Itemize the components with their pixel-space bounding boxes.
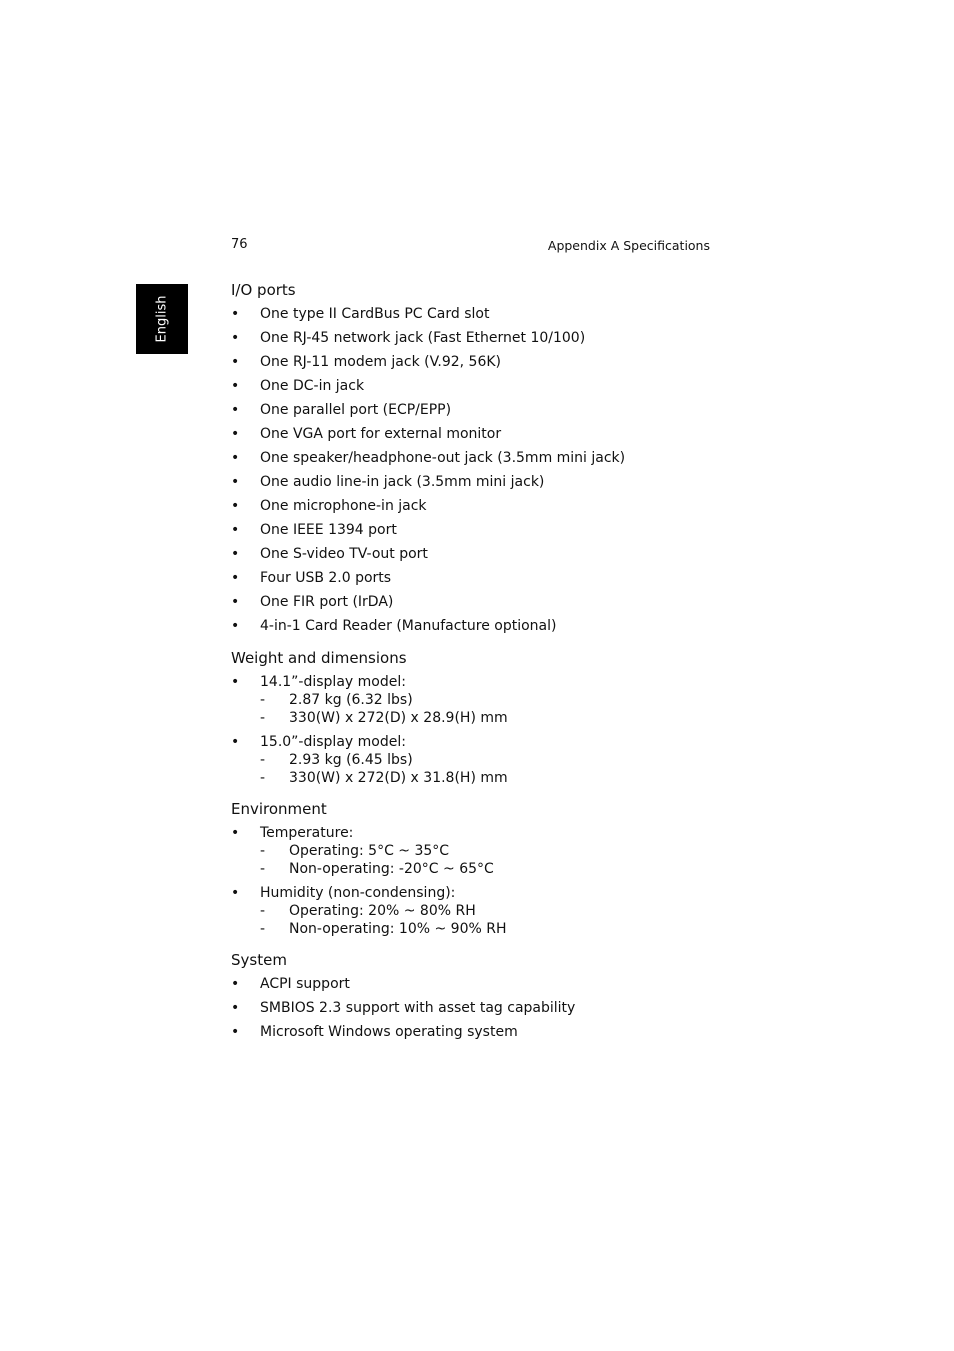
list-item bbox=[231, 999, 751, 1017]
section-title: System bbox=[231, 951, 287, 969]
item-text: One DC-in jack bbox=[260, 378, 365, 394]
list-item bbox=[231, 305, 751, 323]
bullet-icon: • bbox=[231, 885, 240, 901]
sub-list bbox=[260, 691, 751, 727]
section-weight-dimensions bbox=[231, 649, 751, 787]
bullet-list bbox=[231, 975, 751, 1041]
item-text: ACPI support bbox=[260, 976, 350, 992]
section-title: I/O ports bbox=[231, 281, 296, 299]
list-item bbox=[231, 824, 751, 878]
bullet-icon: • bbox=[231, 474, 240, 490]
bullet-icon: • bbox=[231, 450, 240, 466]
item-text: Humidity (non-condensing): bbox=[260, 885, 456, 901]
list-item bbox=[231, 1023, 751, 1041]
dash-icon: - bbox=[260, 770, 266, 786]
item-text: 4-in-1 Card Reader (Manufacture optional) bbox=[260, 618, 557, 634]
section-io-ports bbox=[231, 281, 751, 635]
sub-list bbox=[260, 902, 751, 938]
item-text: One VGA port for external monitor bbox=[260, 426, 502, 442]
item-text: One parallel port (ECP/EPP) bbox=[260, 402, 452, 418]
bullet-icon: • bbox=[231, 498, 240, 514]
sub-list-item bbox=[260, 920, 751, 938]
item-text: One IEEE 1394 port bbox=[260, 522, 397, 538]
item-text: One speaker/headphone-out jack (3.5mm mini jack) bbox=[260, 450, 626, 466]
bullet-icon: • bbox=[231, 330, 240, 346]
list-item bbox=[231, 617, 751, 635]
bullet-icon: • bbox=[231, 522, 240, 538]
language-tab bbox=[136, 284, 188, 354]
list-item bbox=[231, 569, 751, 587]
list-item bbox=[231, 975, 751, 993]
bullet-list bbox=[231, 824, 751, 938]
item-text: Temperature: bbox=[260, 825, 354, 841]
sub-item-text: Operating: 5°C ~ 35°C bbox=[289, 843, 450, 859]
dash-icon: - bbox=[260, 752, 266, 768]
bullet-list bbox=[231, 305, 751, 635]
sub-list bbox=[260, 842, 751, 878]
bullet-icon: • bbox=[231, 426, 240, 442]
item-text: One RJ-45 network jack (Fast Ethernet 10/100) bbox=[260, 330, 586, 346]
bullet-icon: • bbox=[231, 618, 240, 634]
sub-item-text: 330(W) x 272(D) x 31.8(H) mm bbox=[289, 770, 508, 786]
sub-list bbox=[260, 751, 751, 787]
bullet-icon: • bbox=[231, 378, 240, 394]
bullet-icon: • bbox=[231, 594, 240, 610]
dash-icon: - bbox=[260, 692, 266, 708]
list-item bbox=[231, 497, 751, 515]
item-text: 15.0”-display model: bbox=[260, 734, 406, 750]
item-text: One FIR port (IrDA) bbox=[260, 594, 394, 610]
bullet-icon: • bbox=[231, 976, 240, 992]
item-text: One microphone-in jack bbox=[260, 498, 427, 514]
bullet-icon: • bbox=[231, 354, 240, 370]
list-item bbox=[231, 377, 751, 395]
running-header: Appendix A Specifications bbox=[547, 238, 710, 253]
sub-list-item bbox=[260, 691, 751, 709]
item-text: Microsoft Windows operating system bbox=[260, 1024, 518, 1040]
dash-icon: - bbox=[260, 710, 266, 726]
list-item bbox=[231, 593, 751, 611]
list-item bbox=[231, 353, 751, 371]
sub-list-item bbox=[260, 751, 751, 769]
bullet-list bbox=[231, 673, 751, 787]
list-item bbox=[231, 545, 751, 563]
sub-list-item bbox=[260, 902, 751, 920]
sub-item-text: Operating: 20% ~ 80% RH bbox=[289, 903, 476, 919]
sub-item-text: 2.93 kg (6.45 lbs) bbox=[289, 752, 413, 768]
bullet-icon: • bbox=[231, 402, 240, 418]
item-text: 14.1”-display model: bbox=[260, 674, 406, 690]
list-item bbox=[231, 329, 751, 347]
bullet-icon: • bbox=[231, 674, 240, 690]
dash-icon: - bbox=[260, 903, 266, 919]
sub-item-text: Non-operating: -20°C ~ 65°C bbox=[289, 861, 494, 877]
dash-icon: - bbox=[260, 921, 266, 937]
list-item bbox=[231, 521, 751, 539]
sub-item-text: 330(W) x 272(D) x 28.9(H) mm bbox=[289, 710, 508, 726]
list-item bbox=[231, 473, 751, 491]
item-text: One type II CardBus PC Card slot bbox=[260, 306, 490, 322]
bullet-icon: • bbox=[231, 1024, 240, 1040]
bullet-icon: • bbox=[231, 570, 240, 586]
dash-icon: - bbox=[260, 861, 266, 877]
bullet-icon: • bbox=[231, 306, 240, 322]
item-text: Four USB 2.0 ports bbox=[260, 570, 392, 586]
list-item bbox=[231, 884, 751, 938]
list-item bbox=[231, 449, 751, 467]
sub-item-text: 2.87 kg (6.32 lbs) bbox=[289, 692, 413, 708]
item-text: One audio line-in jack (3.5mm mini jack) bbox=[260, 474, 545, 490]
list-item bbox=[231, 673, 751, 727]
page-number: 76 bbox=[231, 237, 248, 252]
item-text: One RJ-11 modem jack (V.92, 56K) bbox=[260, 354, 502, 370]
list-item bbox=[231, 401, 751, 419]
bullet-icon: • bbox=[231, 734, 240, 750]
sub-list-item bbox=[260, 709, 751, 727]
section-system bbox=[231, 951, 751, 1041]
sub-list-item bbox=[260, 860, 751, 878]
bullet-icon: • bbox=[231, 1000, 240, 1016]
item-text: SMBIOS 2.3 support with asset tag capability bbox=[260, 1000, 576, 1016]
sub-item-text: Non-operating: 10% ~ 90% RH bbox=[289, 921, 507, 937]
section-environment bbox=[231, 800, 751, 938]
section-title: Environment bbox=[231, 800, 327, 818]
dash-icon: - bbox=[260, 843, 266, 859]
content bbox=[231, 281, 751, 1047]
sub-list-item bbox=[260, 769, 751, 787]
sub-list-item bbox=[260, 842, 751, 860]
list-item bbox=[231, 733, 751, 787]
bullet-icon: • bbox=[231, 546, 240, 562]
bullet-icon: • bbox=[231, 825, 240, 841]
list-item bbox=[231, 425, 751, 443]
section-title: Weight and dimensions bbox=[231, 649, 407, 667]
language-tab-label: English bbox=[154, 295, 170, 343]
item-text: One S-video TV-out port bbox=[260, 546, 428, 562]
